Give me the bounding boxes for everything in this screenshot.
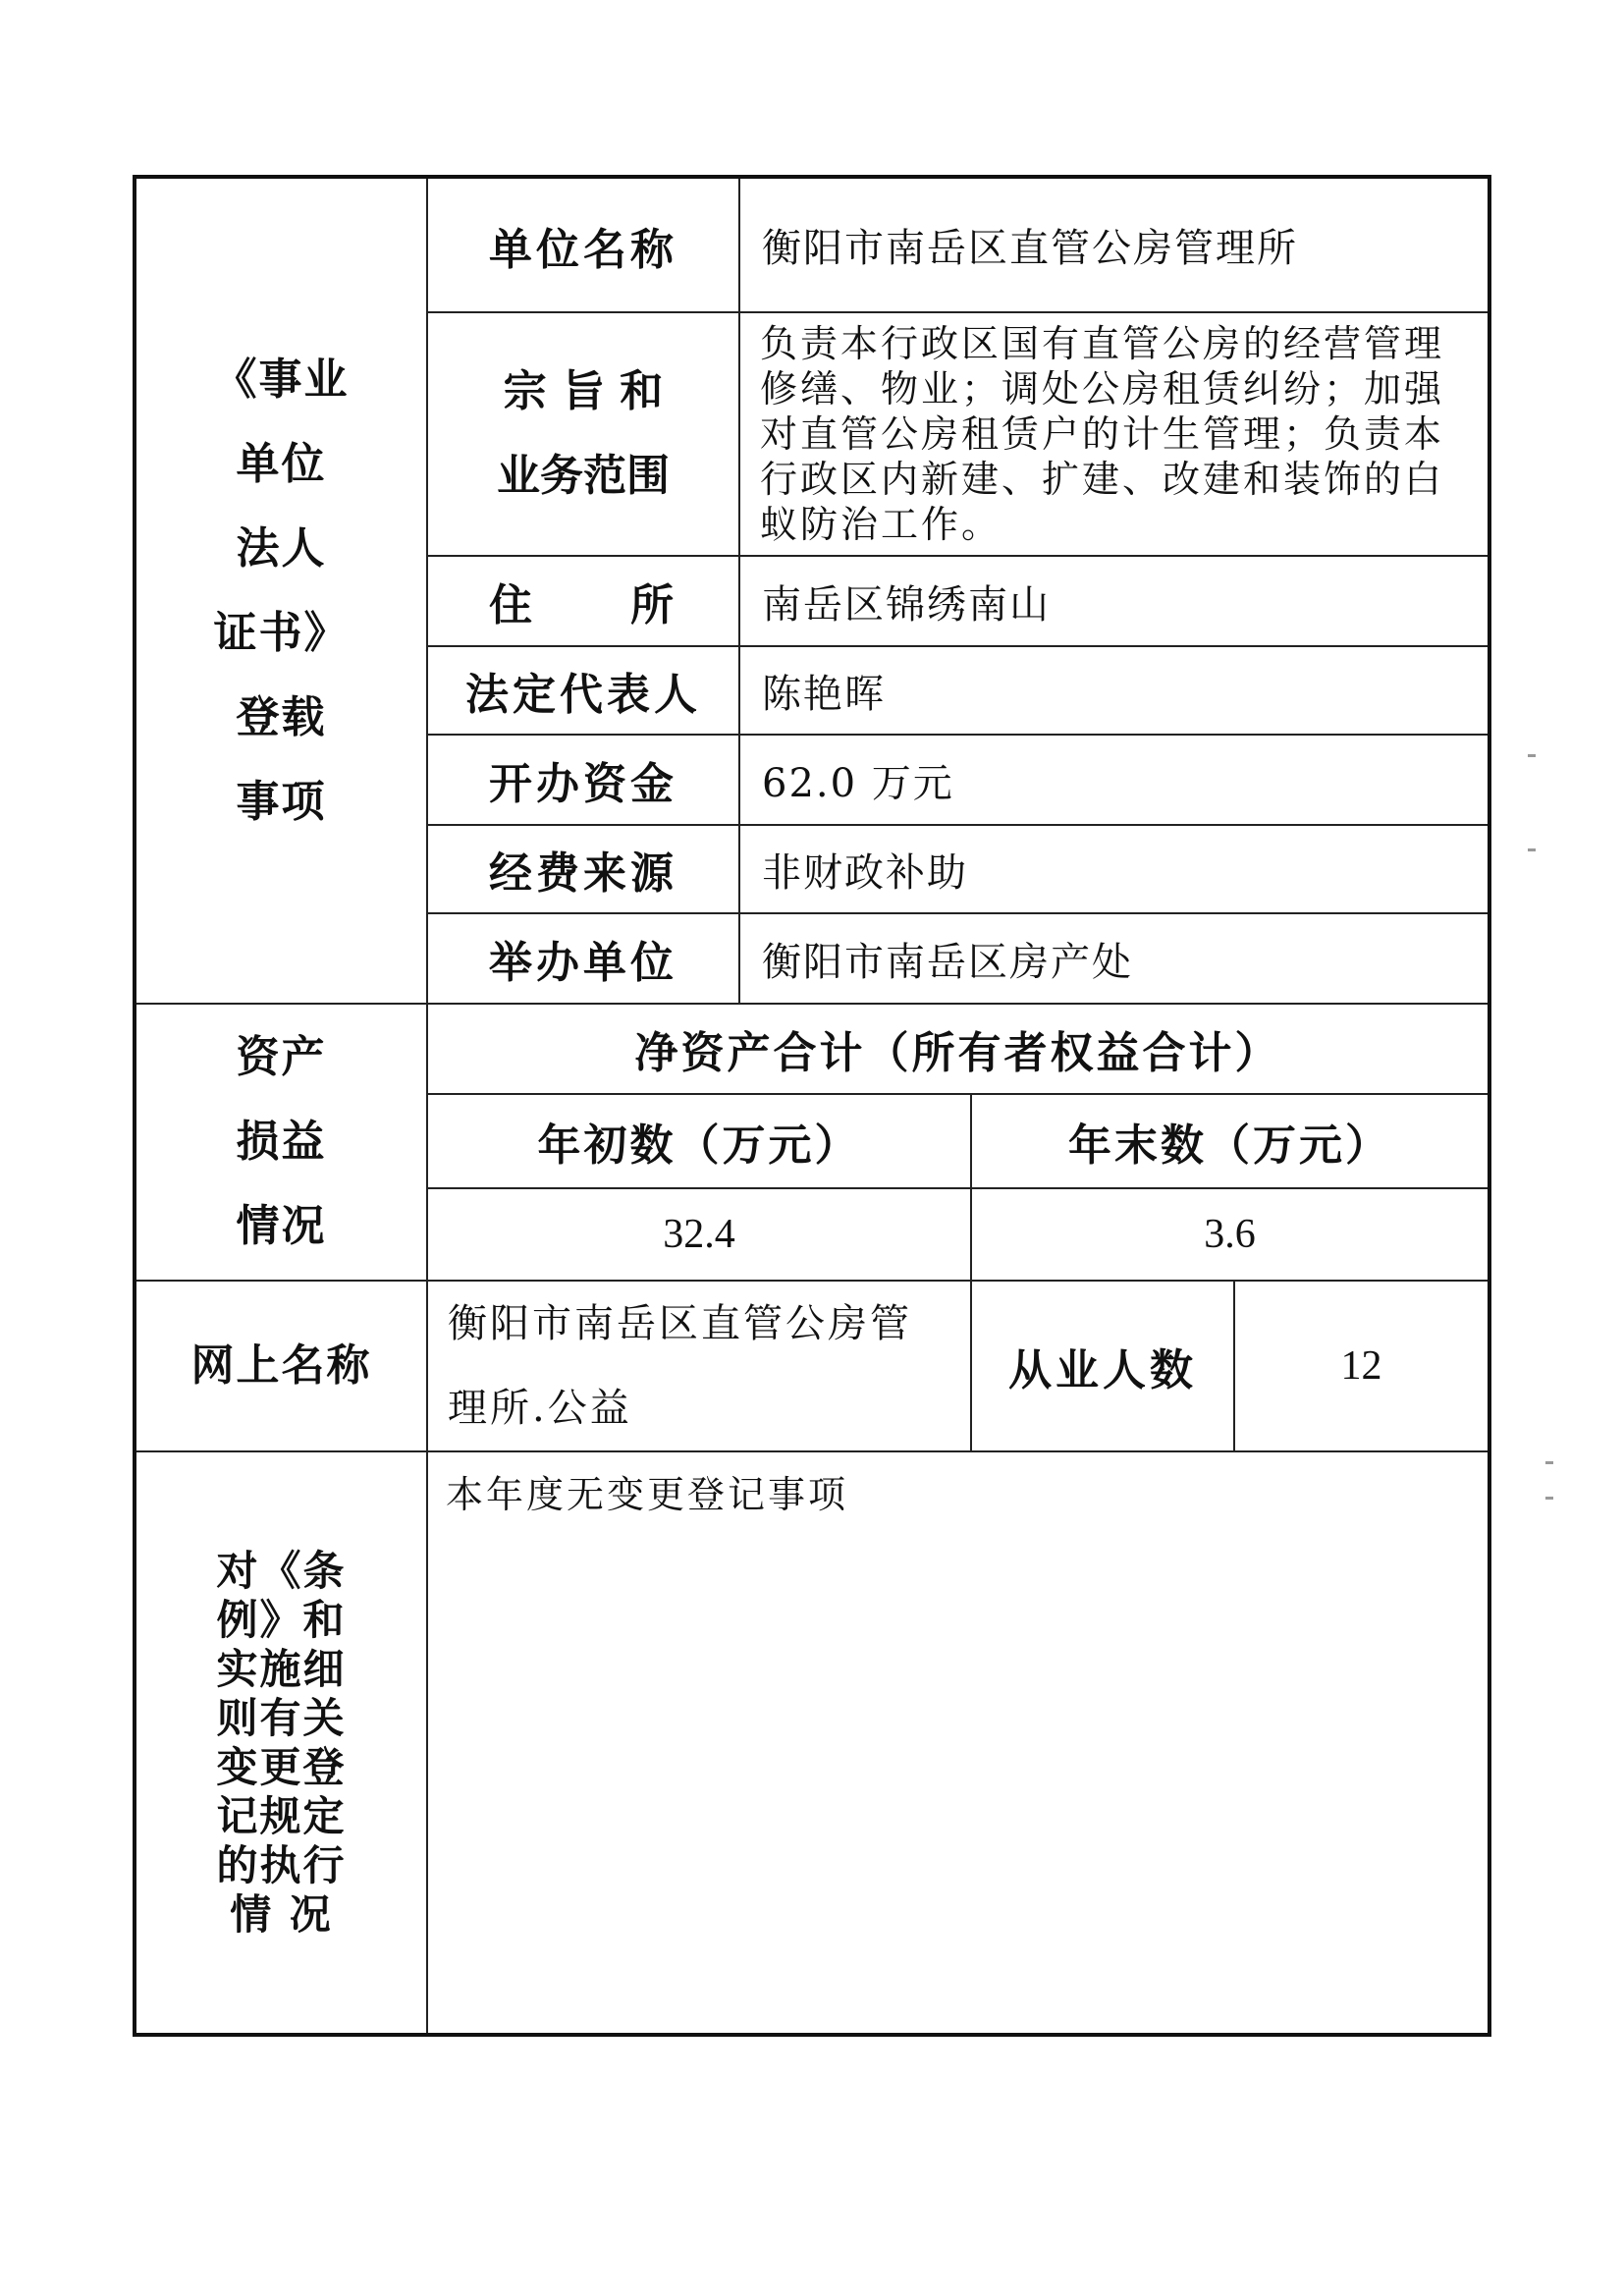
staff-count-label: 从业人数: [971, 1281, 1234, 1451]
begin-year-label: 年初数（万元）: [427, 1094, 971, 1188]
capital-value: 62.0 万元: [739, 735, 1489, 825]
sponsor-label: 举办单位: [427, 913, 739, 1004]
compliance-value: 本年度无变更登记事项: [427, 1451, 1489, 2035]
online-name-line: 理所.公益: [448, 1386, 632, 1431]
section-registration-items: [135, 177, 427, 1004]
compliance-label-line: 实施细: [216, 1644, 347, 1693]
online-name-value: [427, 1281, 971, 1451]
purpose-label: [427, 312, 739, 556]
net-assets-header: 净资产合计（所有者权益合计）: [427, 1004, 1489, 1094]
end-year-value: 3.6: [971, 1188, 1489, 1281]
scan-mark: [1545, 1497, 1553, 1500]
staff-count-value: 12: [1234, 1281, 1489, 1451]
legal-rep-label: 法定代表人: [427, 646, 739, 735]
section-line: 情况: [236, 1201, 327, 1251]
capital-label: 开办资金: [427, 735, 739, 825]
purpose-label-line: 业务范围: [497, 451, 670, 501]
unit-name-value: 衡阳市南岳区直管公房管理所: [739, 177, 1489, 312]
funding-value: 非财政补助: [739, 825, 1489, 913]
purpose-label-line: 宗 旨 和: [503, 366, 664, 416]
compliance-label-line: 变更登: [216, 1742, 347, 1791]
scan-mark: [1528, 848, 1536, 851]
sponsor-value: 衡阳市南岳区房产处: [739, 913, 1489, 1004]
online-name-line: 衡阳市南岳区直管公房管: [448, 1301, 912, 1346]
legal-rep-value: 陈艳晖: [739, 646, 1489, 735]
row-unit-name: [135, 177, 1489, 312]
compliance-label-line: 记规定: [216, 1791, 347, 1840]
compliance-label-line: 则有关: [216, 1693, 347, 1742]
row-compliance: [135, 1451, 1489, 2035]
registration-report-table: [133, 175, 1491, 2037]
section-line: 《事业: [213, 354, 350, 405]
section-line: 单位: [236, 438, 327, 489]
funding-label: 经费来源: [427, 825, 739, 913]
section-line: 事项: [236, 776, 327, 827]
row-online-name: [135, 1281, 1489, 1451]
compliance-label-line: 对《条: [216, 1546, 347, 1595]
address-label: 住 所: [427, 556, 739, 646]
scan-mark: [1545, 1461, 1553, 1464]
end-year-label: 年末数（万元）: [971, 1094, 1489, 1188]
compliance-label-line: 例》和: [216, 1595, 347, 1644]
section-line: 法人: [236, 522, 327, 574]
section-assets: [135, 1004, 427, 1281]
purpose-value: 负责本行政区国有直管公房的经营管理修缮、物业；调处公房租赁纠纷；加强对直管公房租赁户的计生管理；负责本行政区内新建、扩建、改建和装饰的白蚁防治工作。: [739, 312, 1489, 556]
row-assets-header: [135, 1004, 1489, 1094]
online-name-label: 网上名称: [135, 1281, 427, 1451]
section-line: 损益: [236, 1117, 327, 1167]
compliance-label-line: 的执行: [216, 1840, 347, 1889]
compliance-label-line: 情 况: [230, 1889, 333, 1939]
compliance-label: [135, 1451, 427, 2035]
address-value: 南岳区锦绣南山: [739, 556, 1489, 646]
section-line: 资产: [236, 1032, 327, 1082]
section-line: 登载: [236, 691, 327, 742]
scan-mark: [1528, 754, 1536, 757]
begin-year-value: 32.4: [427, 1188, 971, 1281]
section-line: 证书》: [213, 607, 350, 658]
unit-name-label: 单位名称: [427, 177, 739, 312]
